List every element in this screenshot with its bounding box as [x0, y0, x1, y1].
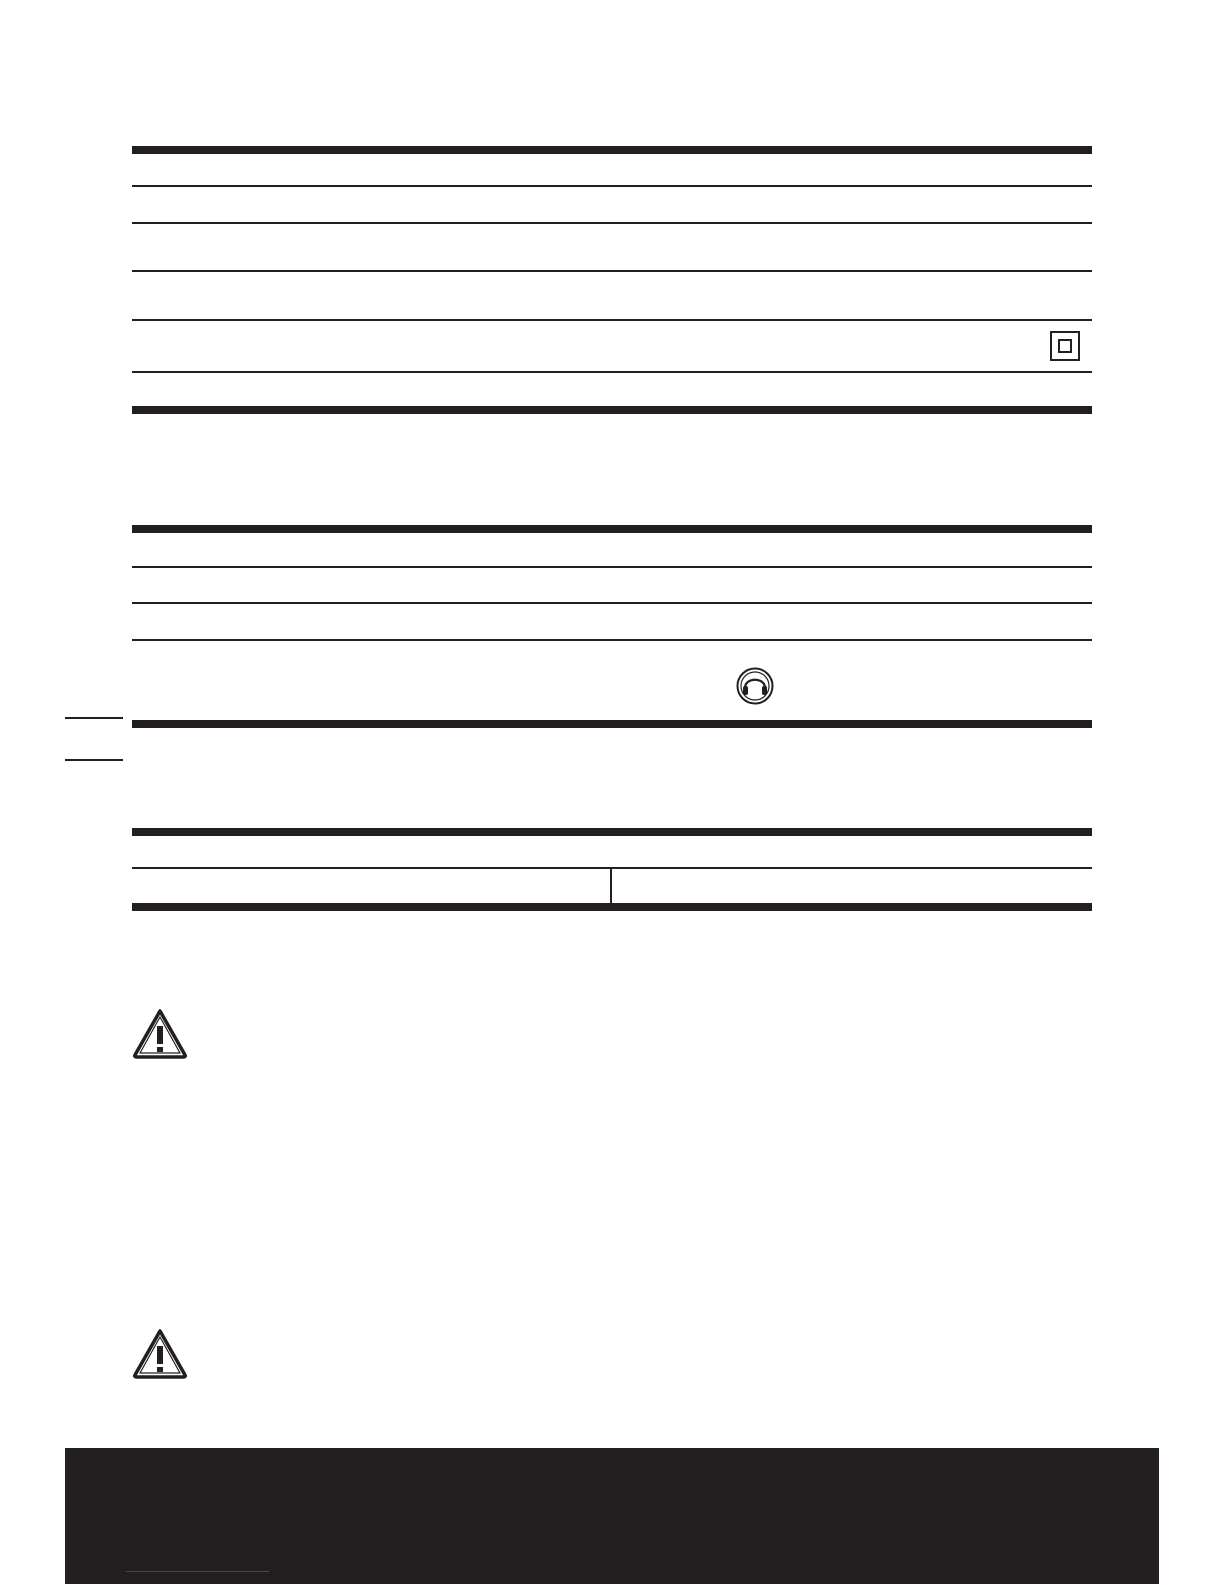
warning-triangle-icon: [132, 1008, 188, 1060]
table-row-rule: [132, 222, 1092, 224]
table-top-rule: [132, 146, 1092, 154]
footer-band: [65, 1448, 1159, 1584]
table-top-rule: [132, 525, 1092, 533]
table-bottom-rule: [132, 406, 1092, 414]
side-tab-mark: [65, 717, 123, 719]
table-top-rule: [132, 828, 1092, 836]
table-row-rule: [132, 566, 1092, 568]
table-row-rule: [132, 185, 1092, 187]
table-row-rule: [132, 319, 1092, 321]
table-row-rule: [132, 602, 1092, 604]
footer-link[interactable]: [126, 1571, 269, 1572]
double-insulation-icon: [1050, 331, 1080, 361]
table-row-rule: [132, 270, 1092, 272]
ear-protection-icon: [736, 667, 774, 705]
table-bottom-rule: [132, 720, 1092, 728]
table-column-divider: [610, 867, 612, 903]
table-row-rule: [132, 371, 1092, 373]
table-bottom-rule: [132, 903, 1092, 911]
table-row-rule: [132, 639, 1092, 641]
side-tab-mark: [65, 759, 123, 761]
table-row-rule: [132, 867, 1092, 869]
warning-triangle-icon: [132, 1328, 188, 1380]
